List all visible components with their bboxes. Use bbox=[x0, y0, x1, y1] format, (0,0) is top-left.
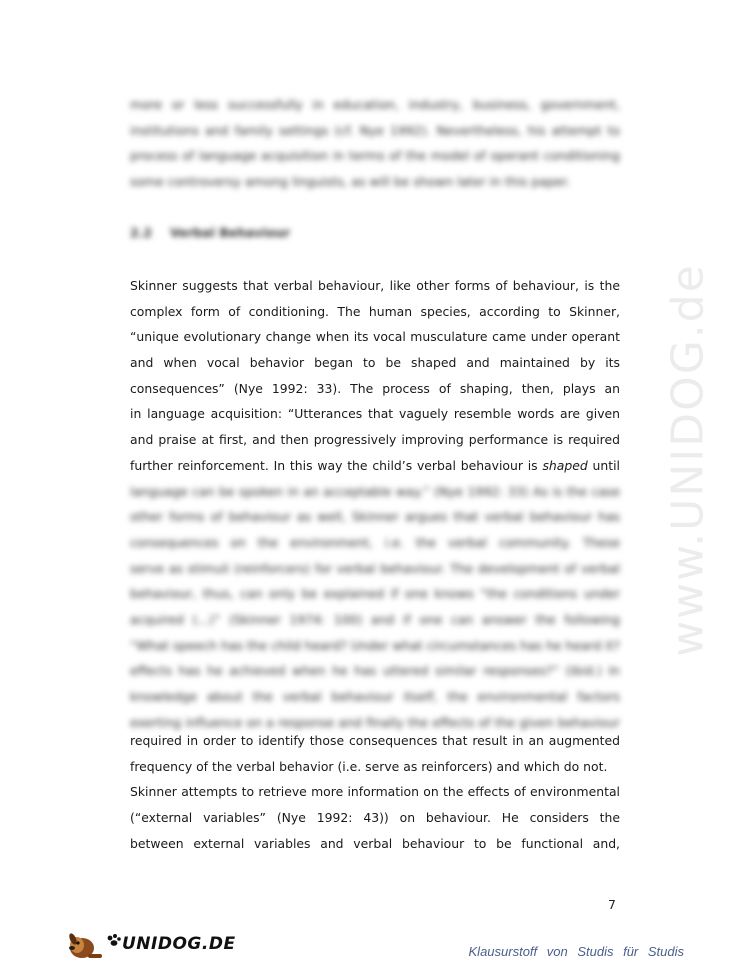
top-paragraph bbox=[130, 92, 620, 195]
text-line: in language acquisition: “Utterances that vaguely resemble words are given bbox=[130, 406, 620, 422]
section-title: Verbal Behaviour bbox=[170, 225, 291, 240]
text-line: exerting influence on a response and finally the effects of the given behaviour bbox=[130, 714, 620, 730]
body-paragraph-blurred bbox=[130, 479, 620, 736]
italic-word: shaped bbox=[542, 457, 588, 473]
page-number: 7 bbox=[608, 897, 616, 912]
text-line: “What speech has the child heard? Under what circumstances has he heard it? bbox=[130, 637, 620, 653]
text-line: complex form of conditioning. The human species, according to Skinner, bbox=[130, 303, 620, 319]
text-line: frequency of the verbal behavior (i.e. serve as reinforcers) and which do not. bbox=[130, 758, 608, 774]
body-paragraph-clear-1 bbox=[130, 273, 620, 479]
text-line: other forms of behaviour as well, Skinner argues that verbal behaviour has bbox=[130, 509, 620, 525]
body-paragraph-clear-2 bbox=[130, 728, 620, 856]
text-line: and when vocal behavior began to be shaped and maintained by its bbox=[130, 355, 620, 371]
dog-mascot-icon bbox=[64, 928, 122, 962]
text-line: acquired (...)” (Skinner 1974: 100) and if one can answer the following bbox=[130, 612, 620, 628]
text-line: “unique evolutionary change when its vocal musculature came under operant bbox=[130, 329, 620, 345]
unidog-logo bbox=[64, 928, 236, 962]
text-line-with-italic bbox=[130, 453, 620, 479]
text-line: language can be spoken in an acceptable way.” (Nye 1992: 33) As is the case bbox=[130, 483, 620, 499]
section-heading bbox=[130, 222, 290, 244]
text-line: Skinner suggests that verbal behaviour, like other forms of behaviour, is the bbox=[130, 278, 620, 293]
footer-tagline: Klausurstoff von Studis für Studis bbox=[468, 944, 684, 959]
text-line: required in order to identify those consequences that result in an augmented bbox=[130, 733, 620, 748]
text-line: Skinner attempts to retrieve more information on the effects of environmental bbox=[130, 784, 620, 800]
text-line: consequences” (Nye 1992: 33). The process of shaping, then, plays an bbox=[130, 380, 620, 396]
watermark-text: www.UNIDOG.de bbox=[662, 263, 714, 657]
text-line: behaviour, thus, can only be explained if one knows “the conditions under bbox=[130, 586, 620, 602]
logo-text: UNIDOG.DE bbox=[122, 934, 236, 954]
text-line: process of language acquisition in terms of the model of operant conditioning bbox=[130, 148, 620, 164]
text-line: (“external variables” (Nye 1992: 43)) on behaviour. He considers the bbox=[130, 810, 620, 826]
text-segment: further reinforcement. In this way the child’s verbal behaviour is bbox=[130, 457, 538, 473]
text-line: institutions and family settings (cf. Nye 1992). Nevertheless, his attempt to bbox=[130, 122, 620, 138]
text-line: and praise at first, and then progressively improving performance is required bbox=[130, 432, 620, 448]
text-segment: until bbox=[592, 457, 620, 473]
text-line: serve as stimuli (reinforcers) for verbal behaviour. The development of verbal bbox=[130, 560, 620, 576]
section-number: 2.2 bbox=[130, 225, 152, 240]
text-line: effects has he achieved when he has uttered similar responses?” (ibid.) In bbox=[130, 663, 620, 679]
text-line: between external variables and verbal behaviour to be functional and, bbox=[130, 835, 620, 851]
text-line: consequences on the environment, i.e. the verbal community. These bbox=[130, 534, 620, 550]
text-line: knowledge about the verbal behaviour itself, the environmental factors bbox=[130, 689, 620, 705]
text-line: more or less successfully in education, industry, business, government, bbox=[130, 97, 620, 112]
text-line: some controversy among linguists, as will be shown later in this paper. bbox=[130, 174, 571, 190]
